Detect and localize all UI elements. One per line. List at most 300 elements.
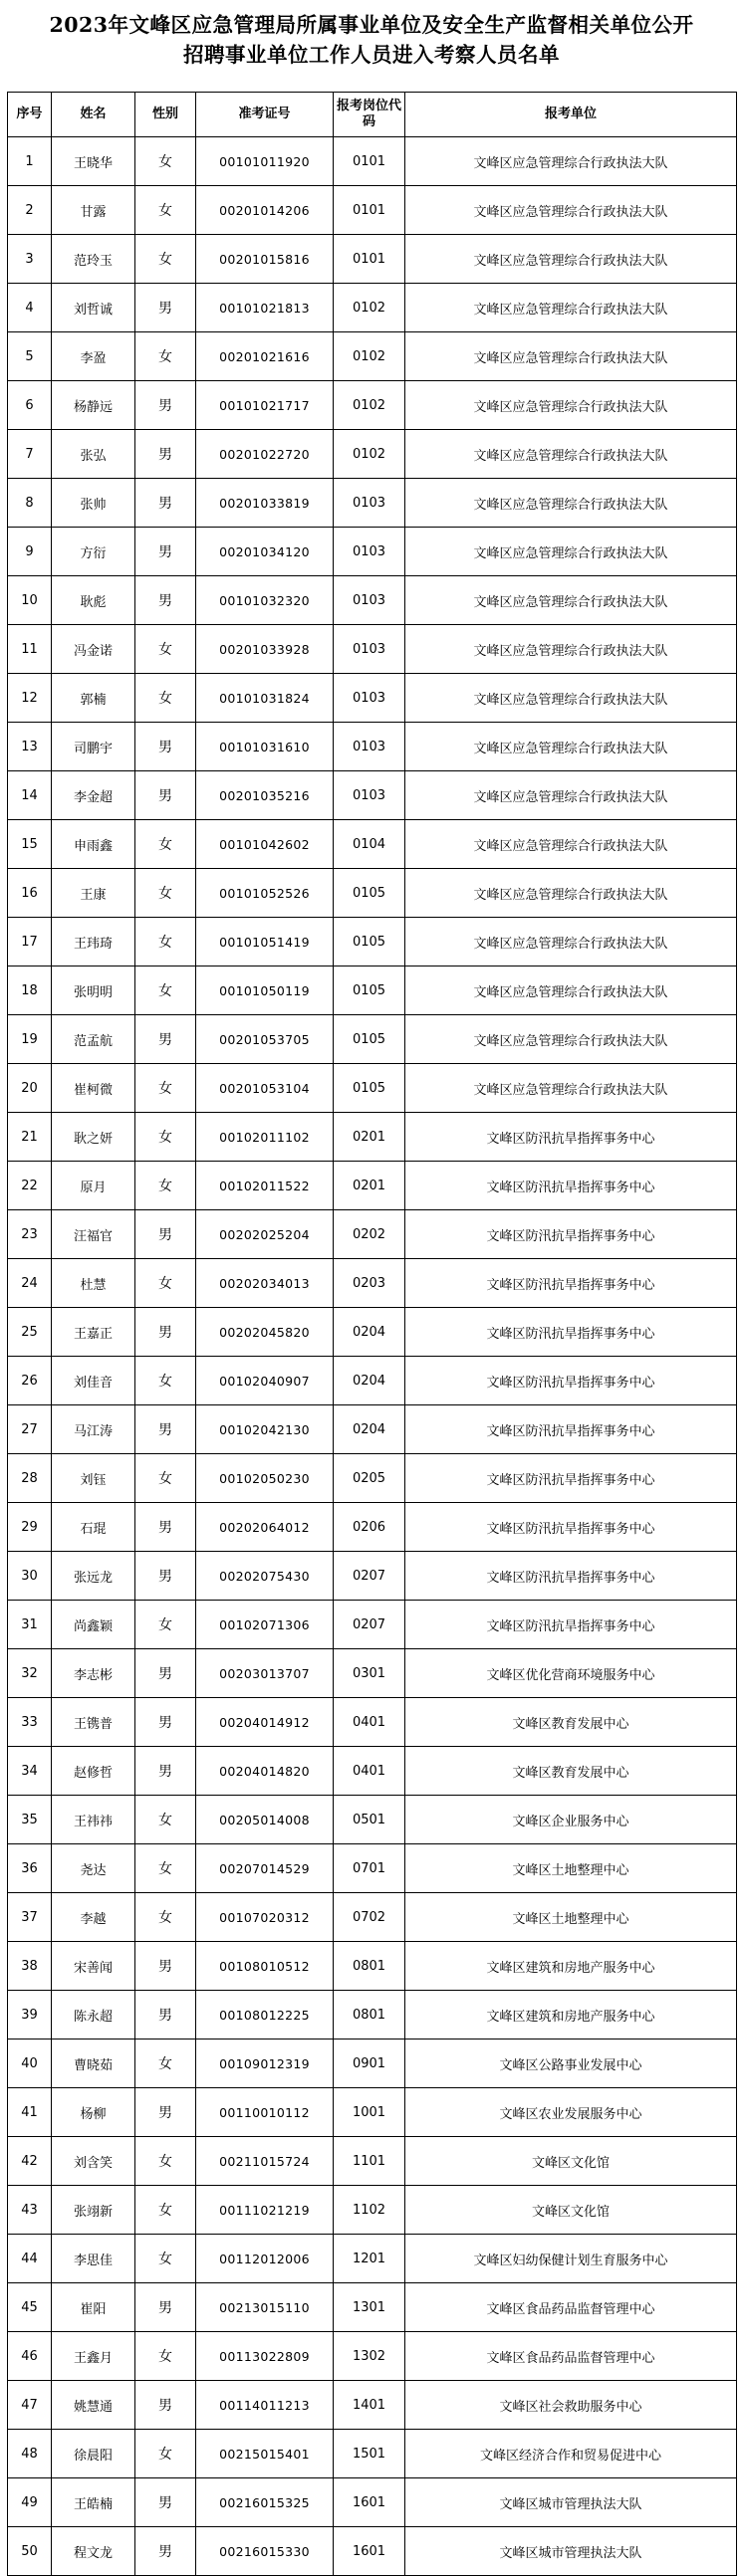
table-header-row — [8, 93, 737, 137]
cell-no: 25 — [8, 1308, 52, 1357]
cell-id: 00201033928 — [196, 625, 334, 674]
cell-sex: 女 — [135, 820, 196, 869]
cell-sex: 男 — [135, 1552, 196, 1601]
cell-name: 李志彬 — [52, 1649, 135, 1698]
cell-id: 00201035216 — [196, 771, 334, 820]
cell-sex: 女 — [135, 1454, 196, 1503]
cell-id: 00216015330 — [196, 2527, 334, 2576]
cell-id: 00102071306 — [196, 1601, 334, 1649]
cell-id: 00202034013 — [196, 1259, 334, 1308]
cell-id: 00108012225 — [196, 1991, 334, 2039]
cell-no: 43 — [8, 2186, 52, 2235]
cell-pos: 0102 — [334, 430, 405, 479]
cell-no: 9 — [8, 528, 52, 576]
cell-id: 00108010512 — [196, 1942, 334, 1991]
cell-name: 刘钰 — [52, 1454, 135, 1503]
cell-no: 29 — [8, 1503, 52, 1552]
cell-name: 宋善闻 — [52, 1942, 135, 1991]
cell-name: 张翊新 — [52, 2186, 135, 2235]
cell-name: 王皓楠 — [52, 2478, 135, 2527]
cell-id: 00101011920 — [196, 137, 334, 186]
table-row — [8, 2235, 737, 2283]
cell-unit: 文峰区应急管理综合行政执法大队 — [405, 966, 737, 1015]
table-row — [8, 2088, 737, 2137]
table-row — [8, 1454, 737, 1503]
cell-pos: 0101 — [334, 137, 405, 186]
header-unit: 报考单位 — [405, 93, 737, 137]
cell-name: 方衍 — [52, 528, 135, 576]
cell-id: 00101050119 — [196, 966, 334, 1015]
cell-no: 47 — [8, 2381, 52, 2430]
header-no: 序号 — [8, 93, 52, 137]
cell-unit: 文峰区应急管理综合行政执法大队 — [405, 625, 737, 674]
cell-sex: 女 — [135, 235, 196, 284]
cell-no: 13 — [8, 723, 52, 771]
cell-pos: 0204 — [334, 1357, 405, 1405]
table-row — [8, 1601, 737, 1649]
table-row — [8, 2186, 737, 2235]
cell-unit: 文峰区经济合作和贸易促进中心 — [405, 2430, 737, 2478]
cell-no: 7 — [8, 430, 52, 479]
cell-name: 王祎祎 — [52, 1796, 135, 1844]
cell-pos: 1302 — [334, 2332, 405, 2381]
cell-id: 00102011102 — [196, 1113, 334, 1162]
cell-no: 44 — [8, 2235, 52, 2283]
cell-pos: 0701 — [334, 1844, 405, 1893]
cell-id: 00102050230 — [196, 1454, 334, 1503]
cell-no: 36 — [8, 1844, 52, 1893]
cell-pos: 0104 — [334, 820, 405, 869]
cell-name: 范孟航 — [52, 1015, 135, 1064]
cell-name: 郭楠 — [52, 674, 135, 723]
cell-no: 16 — [8, 869, 52, 918]
table-row — [8, 2478, 737, 2527]
cell-no: 20 — [8, 1064, 52, 1113]
cell-id: 00201053705 — [196, 1015, 334, 1064]
cell-id: 00101032320 — [196, 576, 334, 625]
cell-no: 31 — [8, 1601, 52, 1649]
table-row — [8, 1844, 737, 1893]
cell-name: 原月 — [52, 1162, 135, 1210]
cell-sex: 女 — [135, 1162, 196, 1210]
cell-unit: 文峰区防汛抗旱指挥事务中心 — [405, 1308, 737, 1357]
table-row — [8, 1796, 737, 1844]
cell-name: 杨柳 — [52, 2088, 135, 2137]
cell-unit: 文峰区企业服务中心 — [405, 1796, 737, 1844]
cell-id: 00107020312 — [196, 1893, 334, 1942]
title-line-2: 招聘事业单位工作人员进入考察人员名单 — [183, 43, 560, 67]
cell-no: 30 — [8, 1552, 52, 1601]
cell-no: 45 — [8, 2283, 52, 2332]
table-row — [8, 1113, 737, 1162]
cell-no: 22 — [8, 1162, 52, 1210]
cell-pos: 0105 — [334, 869, 405, 918]
cell-sex: 男 — [135, 2283, 196, 2332]
cell-unit: 文峰区城市管理执法大队 — [405, 2527, 737, 2576]
cell-unit: 文峰区文化馆 — [405, 2186, 737, 2235]
cell-id: 00201053104 — [196, 1064, 334, 1113]
cell-id: 00111021219 — [196, 2186, 334, 2235]
cell-name: 李越 — [52, 1893, 135, 1942]
cell-id: 00205014008 — [196, 1796, 334, 1844]
table-row — [8, 479, 737, 528]
cell-id: 00101051419 — [196, 918, 334, 966]
cell-id: 00114011213 — [196, 2381, 334, 2430]
cell-pos: 0103 — [334, 674, 405, 723]
title-line-1: 2023年文峰区应急管理局所属事业单位及安全生产监督相关单位公开 — [49, 13, 694, 37]
cell-name: 李盈 — [52, 332, 135, 381]
cell-sex: 男 — [135, 2088, 196, 2137]
cell-no: 35 — [8, 1796, 52, 1844]
cell-unit: 文峰区教育发展中心 — [405, 1698, 737, 1747]
cell-name: 徐晨阳 — [52, 2430, 135, 2478]
cell-name: 耿彪 — [52, 576, 135, 625]
cell-name: 汪福官 — [52, 1210, 135, 1259]
cell-sex: 男 — [135, 576, 196, 625]
cell-pos: 0204 — [334, 1308, 405, 1357]
cell-sex: 女 — [135, 1357, 196, 1405]
cell-pos: 0103 — [334, 479, 405, 528]
cell-no: 15 — [8, 820, 52, 869]
cell-unit: 文峰区应急管理综合行政执法大队 — [405, 381, 737, 430]
cell-sex: 女 — [135, 918, 196, 966]
cell-unit: 文峰区应急管理综合行政执法大队 — [405, 1015, 737, 1064]
cell-pos: 0207 — [334, 1601, 405, 1649]
cell-no: 38 — [8, 1942, 52, 1991]
cell-no: 32 — [8, 1649, 52, 1698]
cell-id: 00201021616 — [196, 332, 334, 381]
table-row — [8, 430, 737, 479]
cell-id: 00207014529 — [196, 1844, 334, 1893]
cell-sex: 男 — [135, 1015, 196, 1064]
cell-id: 00202045820 — [196, 1308, 334, 1357]
table-row — [8, 2381, 737, 2430]
cell-no: 24 — [8, 1259, 52, 1308]
cell-unit: 文峰区防汛抗旱指挥事务中心 — [405, 1210, 737, 1259]
table-row — [8, 1162, 737, 1210]
cell-unit: 文峰区应急管理综合行政执法大队 — [405, 332, 737, 381]
cell-unit: 文峰区防汛抗旱指挥事务中心 — [405, 1503, 737, 1552]
cell-no: 11 — [8, 625, 52, 674]
table-row — [8, 1991, 737, 2039]
table-row — [8, 1210, 737, 1259]
cell-sex: 男 — [135, 2527, 196, 2576]
cell-unit: 文峰区防汛抗旱指挥事务中心 — [405, 1454, 737, 1503]
cell-no: 50 — [8, 2527, 52, 2576]
table-row — [8, 2039, 737, 2088]
table-body — [8, 137, 737, 2576]
cell-pos: 0102 — [334, 332, 405, 381]
cell-name: 范玲玉 — [52, 235, 135, 284]
cell-id: 00101042602 — [196, 820, 334, 869]
cell-id: 00211015724 — [196, 2137, 334, 2186]
cell-pos: 0105 — [334, 966, 405, 1015]
cell-unit: 文峰区优化营商环境服务中心 — [405, 1649, 737, 1698]
cell-id: 00101031610 — [196, 723, 334, 771]
table-row — [8, 137, 737, 186]
cell-sex: 男 — [135, 771, 196, 820]
table-row — [8, 1308, 737, 1357]
cell-sex: 女 — [135, 966, 196, 1015]
cell-no: 8 — [8, 479, 52, 528]
cell-sex: 女 — [135, 2039, 196, 2088]
cell-sex: 女 — [135, 2430, 196, 2478]
cell-name: 曹晓茹 — [52, 2039, 135, 2088]
cell-name: 赵修哲 — [52, 1747, 135, 1796]
cell-name: 王镌普 — [52, 1698, 135, 1747]
cell-sex: 女 — [135, 1844, 196, 1893]
cell-unit: 文峰区公路事业发展中心 — [405, 2039, 737, 2088]
table-row — [8, 576, 737, 625]
cell-no: 40 — [8, 2039, 52, 2088]
cell-no: 12 — [8, 674, 52, 723]
cell-pos: 0103 — [334, 576, 405, 625]
cell-name: 冯金诺 — [52, 625, 135, 674]
cell-name: 申雨鑫 — [52, 820, 135, 869]
table-row — [8, 1649, 737, 1698]
cell-pos: 1601 — [334, 2527, 405, 2576]
cell-name: 刘佳音 — [52, 1357, 135, 1405]
cell-name: 张远龙 — [52, 1552, 135, 1601]
table-row — [8, 2137, 737, 2186]
cell-unit: 文峰区社会救助服务中心 — [405, 2381, 737, 2430]
cell-id: 00101021717 — [196, 381, 334, 430]
cell-id: 00110010112 — [196, 2088, 334, 2137]
cell-sex: 女 — [135, 674, 196, 723]
cell-pos: 0201 — [334, 1113, 405, 1162]
cell-no: 19 — [8, 1015, 52, 1064]
cell-pos: 1102 — [334, 2186, 405, 2235]
cell-name: 张弘 — [52, 430, 135, 479]
cell-unit: 文峰区土地整理中心 — [405, 1844, 737, 1893]
cell-unit: 文峰区防汛抗旱指挥事务中心 — [405, 1357, 737, 1405]
cell-pos: 0102 — [334, 381, 405, 430]
cell-id: 00102011522 — [196, 1162, 334, 1210]
cell-no: 3 — [8, 235, 52, 284]
cell-sex: 男 — [135, 528, 196, 576]
cell-pos: 0101 — [334, 186, 405, 235]
header-pos — [334, 93, 405, 137]
cell-id: 00112012006 — [196, 2235, 334, 2283]
cell-unit: 文峰区应急管理综合行政执法大队 — [405, 576, 737, 625]
cell-pos: 0103 — [334, 625, 405, 674]
table-row — [8, 918, 737, 966]
table-row — [8, 1698, 737, 1747]
cell-sex: 男 — [135, 479, 196, 528]
cell-unit: 文峰区土地整理中心 — [405, 1893, 737, 1942]
cell-unit: 文峰区应急管理综合行政执法大队 — [405, 284, 737, 332]
cell-name: 刘哲诚 — [52, 284, 135, 332]
cell-sex: 男 — [135, 284, 196, 332]
table-row — [8, 869, 737, 918]
cell-unit: 文峰区防汛抗旱指挥事务中心 — [405, 1405, 737, 1454]
cell-name: 崔阳 — [52, 2283, 135, 2332]
cell-unit: 文峰区应急管理综合行政执法大队 — [405, 235, 737, 284]
cell-pos: 0102 — [334, 284, 405, 332]
cell-pos: 0301 — [334, 1649, 405, 1698]
table-row — [8, 186, 737, 235]
cell-no: 26 — [8, 1357, 52, 1405]
table-row — [8, 674, 737, 723]
cell-unit: 文峰区防汛抗旱指挥事务中心 — [405, 1162, 737, 1210]
cell-unit: 文峰区防汛抗旱指挥事务中心 — [405, 1601, 737, 1649]
cell-name: 司鹏宇 — [52, 723, 135, 771]
cell-sex: 女 — [135, 137, 196, 186]
cell-id: 00204014912 — [196, 1698, 334, 1747]
cell-unit: 文峰区应急管理综合行政执法大队 — [405, 820, 737, 869]
table-row — [8, 1405, 737, 1454]
cell-name: 王玮琦 — [52, 918, 135, 966]
cell-unit: 文峰区教育发展中心 — [405, 1747, 737, 1796]
table-row — [8, 1942, 737, 1991]
header-pos-label: 报考岗位代码 — [336, 99, 401, 129]
cell-sex: 女 — [135, 186, 196, 235]
cell-sex: 女 — [135, 2137, 196, 2186]
table-row — [8, 723, 737, 771]
cell-pos: 1201 — [334, 2235, 405, 2283]
cell-id: 00201014206 — [196, 186, 334, 235]
cell-unit: 文峰区应急管理综合行政执法大队 — [405, 918, 737, 966]
table-row — [8, 820, 737, 869]
cell-unit: 文峰区防汛抗旱指挥事务中心 — [405, 1259, 737, 1308]
cell-pos: 1101 — [334, 2137, 405, 2186]
cell-name: 甘露 — [52, 186, 135, 235]
cell-name: 王晓华 — [52, 137, 135, 186]
cell-unit: 文峰区建筑和房地产服务中心 — [405, 1991, 737, 2039]
cell-no: 27 — [8, 1405, 52, 1454]
cell-name: 张明明 — [52, 966, 135, 1015]
cell-no: 14 — [8, 771, 52, 820]
cell-name: 刘含笑 — [52, 2137, 135, 2186]
table-row — [8, 1064, 737, 1113]
cell-no: 42 — [8, 2137, 52, 2186]
cell-pos: 0101 — [334, 235, 405, 284]
cell-pos: 0801 — [334, 1942, 405, 1991]
cell-id: 00101052526 — [196, 869, 334, 918]
cell-unit: 文峰区应急管理综合行政执法大队 — [405, 186, 737, 235]
table-row — [8, 1747, 737, 1796]
cell-sex: 女 — [135, 1796, 196, 1844]
cell-id: 00201022720 — [196, 430, 334, 479]
cell-name: 石琨 — [52, 1503, 135, 1552]
cell-no: 46 — [8, 2332, 52, 2381]
table-row — [8, 625, 737, 674]
cell-name: 王鑫月 — [52, 2332, 135, 2381]
cell-pos: 0105 — [334, 1015, 405, 1064]
table-row — [8, 1503, 737, 1552]
cell-no: 21 — [8, 1113, 52, 1162]
cell-no: 34 — [8, 1747, 52, 1796]
cell-sex: 女 — [135, 1064, 196, 1113]
header-name: 姓名 — [52, 93, 135, 137]
table-row — [8, 1357, 737, 1405]
table-row — [8, 966, 737, 1015]
header-sex: 性别 — [135, 93, 196, 137]
table-row — [8, 1552, 737, 1601]
cell-id: 00202064012 — [196, 1503, 334, 1552]
cell-sex: 男 — [135, 1308, 196, 1357]
cell-pos: 0702 — [334, 1893, 405, 1942]
cell-name: 崔柯微 — [52, 1064, 135, 1113]
cell-unit: 文峰区应急管理综合行政执法大队 — [405, 1064, 737, 1113]
cell-pos: 0901 — [334, 2039, 405, 2088]
cell-no: 17 — [8, 918, 52, 966]
candidate-table — [7, 92, 737, 2576]
cell-id: 00202075430 — [196, 1552, 334, 1601]
cell-no: 37 — [8, 1893, 52, 1942]
table-row — [8, 2332, 737, 2381]
cell-pos: 0103 — [334, 723, 405, 771]
cell-pos: 0401 — [334, 1698, 405, 1747]
table-row — [8, 1259, 737, 1308]
cell-id: 00213015110 — [196, 2283, 334, 2332]
cell-sex: 女 — [135, 2332, 196, 2381]
cell-unit: 文峰区食品药品监督管理中心 — [405, 2283, 737, 2332]
cell-pos: 0203 — [334, 1259, 405, 1308]
cell-name: 程文龙 — [52, 2527, 135, 2576]
cell-name: 陈永超 — [52, 1991, 135, 2039]
table-row — [8, 2283, 737, 2332]
cell-unit: 文峰区应急管理综合行政执法大队 — [405, 771, 737, 820]
cell-id: 00203013707 — [196, 1649, 334, 1698]
table-row — [8, 1015, 737, 1064]
cell-unit: 文峰区防汛抗旱指挥事务中心 — [405, 1113, 737, 1162]
cell-pos: 0202 — [334, 1210, 405, 1259]
cell-sex: 女 — [135, 1113, 196, 1162]
cell-unit: 文峰区应急管理综合行政执法大队 — [405, 723, 737, 771]
cell-pos: 0105 — [334, 1064, 405, 1113]
cell-id: 00201034120 — [196, 528, 334, 576]
cell-unit: 文峰区防汛抗旱指挥事务中心 — [405, 1552, 737, 1601]
cell-sex: 女 — [135, 1893, 196, 1942]
table-row — [8, 528, 737, 576]
cell-pos: 1301 — [334, 2283, 405, 2332]
cell-unit: 文峰区应急管理综合行政执法大队 — [405, 674, 737, 723]
cell-sex: 男 — [135, 1649, 196, 1698]
cell-unit: 文峰区应急管理综合行政执法大队 — [405, 528, 737, 576]
cell-sex: 男 — [135, 1942, 196, 1991]
cell-sex: 男 — [135, 1698, 196, 1747]
cell-pos: 1501 — [334, 2430, 405, 2478]
cell-pos: 0801 — [334, 1991, 405, 2039]
cell-no: 5 — [8, 332, 52, 381]
cell-sex: 男 — [135, 1991, 196, 2039]
cell-no: 39 — [8, 1991, 52, 2039]
cell-sex: 女 — [135, 332, 196, 381]
cell-unit: 文峰区妇幼保健计划生育服务中心 — [405, 2235, 737, 2283]
cell-unit: 文峰区建筑和房地产服务中心 — [405, 1942, 737, 1991]
cell-id: 00102040907 — [196, 1357, 334, 1405]
cell-pos: 0401 — [334, 1747, 405, 1796]
cell-sex: 男 — [135, 1747, 196, 1796]
cell-no: 4 — [8, 284, 52, 332]
table-row — [8, 235, 737, 284]
cell-id: 00102042130 — [196, 1405, 334, 1454]
cell-no: 1 — [8, 137, 52, 186]
cell-id: 00113022809 — [196, 2332, 334, 2381]
cell-unit: 文峰区应急管理综合行政执法大队 — [405, 137, 737, 186]
cell-name: 张帅 — [52, 479, 135, 528]
cell-no: 49 — [8, 2478, 52, 2527]
cell-unit: 文峰区应急管理综合行政执法大队 — [405, 430, 737, 479]
cell-id: 00201033819 — [196, 479, 334, 528]
cell-sex: 女 — [135, 1601, 196, 1649]
table-row — [8, 381, 737, 430]
cell-id: 00216015325 — [196, 2478, 334, 2527]
cell-name: 尧达 — [52, 1844, 135, 1893]
cell-no: 10 — [8, 576, 52, 625]
cell-no: 2 — [8, 186, 52, 235]
